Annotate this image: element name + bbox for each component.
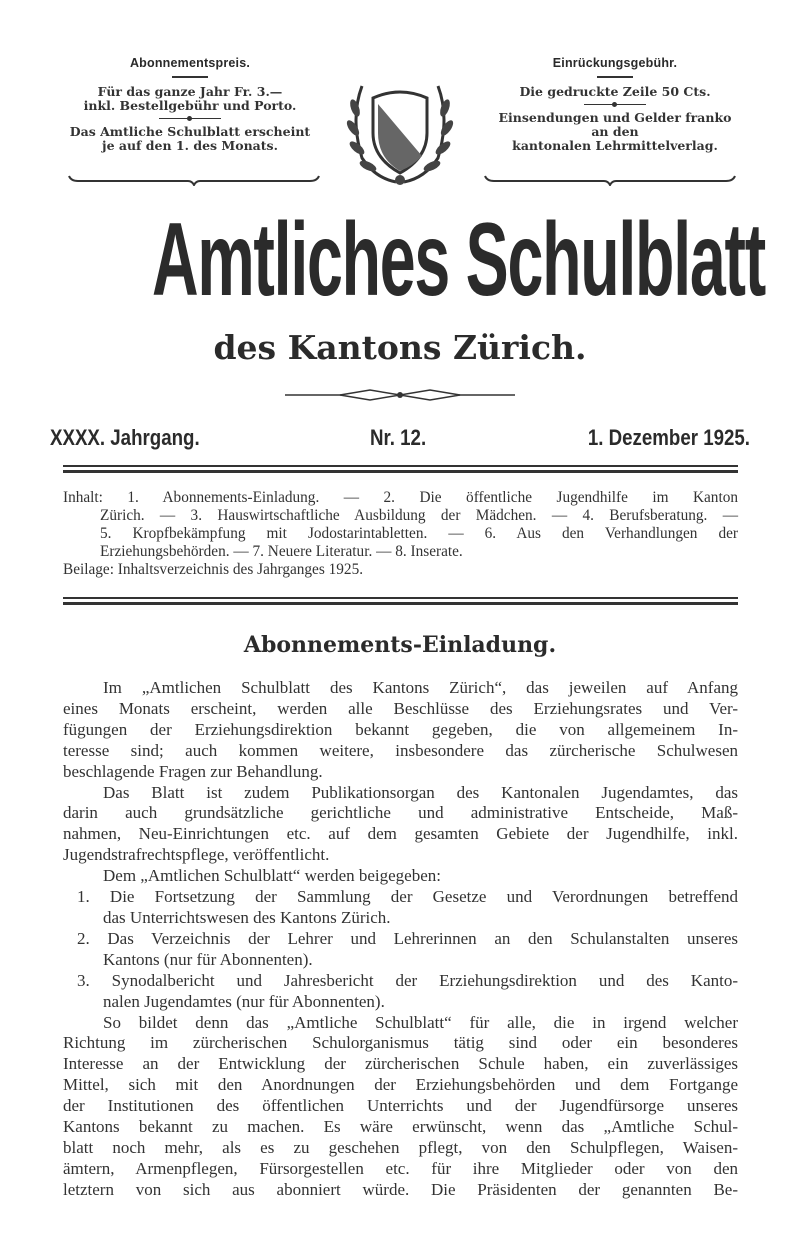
double-rule <box>63 602 738 605</box>
text-line: Kantons bekannt zu machen. Es wäre erwünscht, wenn das „Amtliche Schul- <box>63 1117 738 1137</box>
ornament-divider <box>285 389 515 401</box>
subscription-price-heading: Abonnementspreis. <box>129 56 251 70</box>
issue-date: 1. Dezember 1925. <box>587 425 750 450</box>
divider <box>159 118 221 119</box>
insertion-fee-box <box>480 56 750 153</box>
text-line: eines Monats erscheint, werden alle Beschlüsse des Erziehungsrates und Ver- <box>63 698 738 718</box>
text-line: darin auch grundsätzliche gerichtliche und administrative Entscheide, Maß- <box>63 803 738 823</box>
double-rule <box>63 597 738 599</box>
fee-line: Die gedruckte Zeile 50 Cts. <box>519 83 711 99</box>
subscription-price-box <box>55 56 325 153</box>
brace-divider <box>484 174 736 186</box>
text-line: Dem „Amtlichen Schulblatt“ werden beigegeben: <box>103 866 441 886</box>
masthead-title: Amtliches Schulblatt <box>152 202 765 318</box>
list-item-line: 2. Das Verzeichnis der Lehrer und Lehrerinnen an den Schulanstalten unseres <box>77 928 738 948</box>
text-line: So bildet denn das „Amtliche Schulblatt“ für alle, die in irgend welcher <box>103 1012 738 1032</box>
text-line: Mittel, sich mit den Anordnungen der Erziehungsbehörden und dem Fortgange <box>63 1075 738 1095</box>
zurich-coat-of-arms-icon <box>340 78 460 188</box>
list-item-line: Kantons (nur für Abonnenten). <box>103 949 313 969</box>
text-line: teresse sind; auch kommen weitere, insbesondere das zürcherische Schulwesen <box>63 740 738 760</box>
text-line: blatt noch mehr, als es zu geschehen pflegt, von den Schulpflegen, Waisen- <box>63 1137 738 1157</box>
text-line: letztern von sich aus abonniert würde. Die Präsidenten der genannten Be- <box>63 1179 738 1199</box>
price-line: Für das ganze Jahr Fr. 3.— <box>97 83 283 99</box>
issue-number: Nr. 12. <box>370 425 427 450</box>
article-title: Abonnements-Einladung. <box>243 632 557 658</box>
text-line: Jugendstrafrechtspflege, veröffentlicht. <box>63 845 330 865</box>
text-line: Interesse an der Entwicklung der zürcherischen Schule haben, ein zuverlässiges <box>63 1054 738 1074</box>
text-line: fügungen der Erziehungsdirektion bekannt gegeben, die von allgemeinem In- <box>63 719 738 739</box>
divider <box>172 76 208 78</box>
text-line: nahmen, Neu-Einrichtungen etc. auf dem gesamten Gebiete der Jugendhilfe, inkl. <box>63 824 738 844</box>
submission-line: kantonalen Lehrmittelverlag. <box>512 137 718 153</box>
article-body <box>63 678 738 1201</box>
contents-line: Inhalt: 1. Abonnements-Einladung. — 2. Die öffentliche Jugendhilfe im Kanton <box>63 489 738 506</box>
double-rule <box>63 470 738 473</box>
price-line: inkl. Bestellgebühr und Porto. <box>83 97 297 113</box>
brace-divider <box>68 174 320 186</box>
text-line: Das Blatt ist zudem Publikationsorgan des Kantonalen Jugendamtes, das <box>103 782 738 802</box>
masthead-subtitle: des Kantons Zürich. <box>213 328 587 367</box>
divider <box>597 76 633 78</box>
table-of-contents <box>63 489 738 579</box>
list-item-line: das Unterrichtswesen des Kantons Zürich. <box>103 907 391 927</box>
issue-frequency-line: Das Amtliche Schulblatt erscheint <box>69 123 311 139</box>
insertion-fee-heading: Einrückungsgebühr. <box>552 56 678 70</box>
contents-line: 5. Kropfbekämpfung mit Jodostarintabletten. — 6. Aus den Verhandlungen der <box>100 525 738 542</box>
contents-line: Erziehungsbehörden. — 7. Neuere Literatur. — 8. Inserate. <box>100 543 463 560</box>
list-item-line: 1. Die Fortsetzung der Sammlung der Gesetze und Verordnungen betreffend <box>77 887 738 907</box>
list-item-line: nalen Jugendamtes (nur für Abonnenten). <box>103 991 385 1011</box>
supplement-line: Beilage: Inhaltsverzeichnis des Jahrganges 1925. <box>63 561 364 578</box>
double-rule <box>63 465 738 467</box>
text-line: beschlagende Fragen zur Behandlung. <box>63 761 323 781</box>
submission-line: an den <box>591 123 639 139</box>
text-line: Richtung im zürcherischen Schulorganismus tätig sind oder ein besonderes <box>63 1033 738 1053</box>
text-line: Im „Amtlichen Schulblatt des Kantons Zürich“, das jeweilen auf Anfang <box>103 678 738 697</box>
list-item-line: 3. Synodalbericht und Jahresbericht der Erziehungsdirektion und des Kanto- <box>77 970 738 990</box>
text-line: der Institutionen des öffentlichen Unterrichts und der Jugendfürsorge unseres <box>63 1096 738 1116</box>
volume: XXXX. Jahrgang. <box>50 425 200 450</box>
submission-line: Einsendungen und Gelder franko <box>498 109 732 125</box>
issue-frequency-line: je auf den 1. des Monats. <box>102 137 278 153</box>
text-line: ämtern, Armenpflegen, Fürsorgestellen etc. für ihre Mitglieder oder von den <box>63 1158 738 1178</box>
contents-line: Zürich. — 3. Hauswirtschaftliche Ausbildung der Mädchen. — 4. Berufsberatung. — <box>100 507 738 524</box>
divider <box>584 104 646 105</box>
